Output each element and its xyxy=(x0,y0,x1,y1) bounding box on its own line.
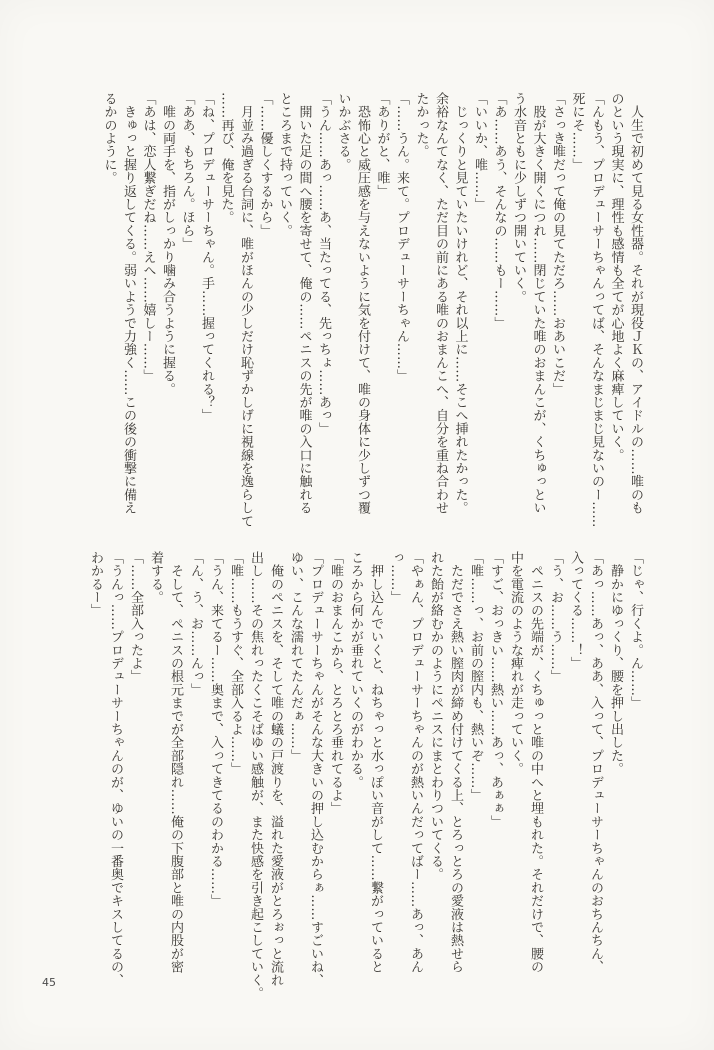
text-line: 「ね、プロデューサーちゃん。手……握ってくれる？」 xyxy=(199,92,214,422)
text-line: 押し込んでいくと、ねちゃっと水っぽい音がして……繋がっていると xyxy=(368,551,383,974)
text-line: ただでさえ熱い膣肉が締め付けてくる上、とろっとろの愛液は熱せら xyxy=(448,551,463,974)
text-line: 「あは、恋人繋ぎだね……えへ……嬉しー……」 xyxy=(140,92,156,383)
text-line: ゆい、こんな濡れてたんだぁ……」 xyxy=(288,551,303,763)
text-block-top xyxy=(99,92,645,540)
text-line: 「ん、う、お……んっ」 xyxy=(188,551,203,697)
text-line: 股が大きく開くにつれ……閉じていた唯のおまんこが、くちゅっとい xyxy=(530,92,546,515)
text-line: 開いた足の間へ腰を寄せて、俺の……ペニスの先が唯の入口に触れる xyxy=(296,92,312,515)
text-line: 死にそ……」 xyxy=(569,92,585,172)
text-line: ころから何かが垂れていくのがわかる。 xyxy=(348,551,363,789)
text-line: っ……」 xyxy=(388,551,403,604)
text-line: 「唯……もうすぐ、全部入るよ……」 xyxy=(228,551,243,776)
text-line: 月並み過ぎる台詞に、唯がほんの少しだけ恥ずかしげに視線を逸らして xyxy=(238,92,253,528)
text-line: 「うん、来てるー……奥まで、入ってきてるのわかる……」 xyxy=(208,551,223,908)
text-line: 「うんっ……プロデューサーちゃんのが、ゆいの一番奥でキスしてるの、 xyxy=(108,551,123,987)
text-line: 着する。 xyxy=(148,551,163,604)
text-block-bottom xyxy=(85,551,645,999)
text-line: 「ありがと、唯」 xyxy=(374,92,390,198)
text-line: 「やぁん、プロデューサーちゃんのが熱いんだってばー……あっ、あん xyxy=(408,551,423,974)
text-line: 「うん……あっ……あ、当たってる、先っちょ……あっ」 xyxy=(316,92,331,436)
text-line: 「じゃ、行くよ。ん……」 xyxy=(628,551,643,710)
text-line: たかった。 xyxy=(413,92,429,158)
text-line: ペニスの先端が、くちゅっと唯の中へと埋もれた。それだけで、腰の xyxy=(528,551,543,974)
text-line: 「ああ、もちろん。ほら」 xyxy=(179,92,195,251)
text-line: 「……優しくするから」 xyxy=(257,92,273,238)
page-number: 45 xyxy=(42,976,56,989)
text-line: るかのように。 xyxy=(101,92,117,185)
text-line: 「すご、おっきい……熱い……あっ、あぁぁ」 xyxy=(488,551,503,829)
text-line: 「プロデューサーちゃんがそんな大きいの押し込むからぁ……すごいね、 xyxy=(308,551,323,987)
text-line: 静かにゆっくり、腰を押し出した。 xyxy=(608,551,623,776)
text-line: れた飴が絡むかのようにペニスにまとわりついてくる。 xyxy=(428,551,443,881)
text-line: ところまで持っていく。 xyxy=(277,92,292,238)
text-line: じっくりと見ていたいけれど、それ以上に……そこへ挿れたかった。 xyxy=(452,92,468,515)
text-line: ……再び、俺を見た。 xyxy=(218,92,234,224)
text-line: 入ってくる……！」 xyxy=(568,551,583,670)
text-line: 「……うん。来て。プロデューサーちゃん……」 xyxy=(394,92,409,383)
text-line: 出し……その焦れったくこそばゆい感触が、また快感を引き起こしていく。 xyxy=(248,551,263,1000)
text-line: きゅっと握り返してくる。弱いようで力強く……この後の衝撃に備え xyxy=(121,92,136,515)
text-line: 「あっ……あっ、ああ、入って、プロデューサーちゃんのおちんちん、 xyxy=(588,551,603,974)
text-line: 人生で初めて見る女性器。それが現役ＪＫの、アイドルの……唯のも xyxy=(628,92,643,515)
text-line: 「んもう、プロデューサーちゃんってば、そんなまじまじ見ないのー…… xyxy=(589,92,604,528)
text-line: 「う、お……う……」 xyxy=(548,551,563,683)
text-line: 「唯のおまんこから、とろとろ垂れてるよ」 xyxy=(328,551,343,815)
text-line: 恐怖心と威圧感を与えないように気を付けて、唯の身体に少しずつ覆 xyxy=(355,92,370,515)
text-line: う水音ともに少しずつ開いていく。 xyxy=(511,92,526,304)
text-line: 余裕なんてなく、ただ目の前にある唯のおまんこへ、自分を重ね合わせ xyxy=(433,92,448,515)
text-line: 「唯……っ、お前の膣内も、熱いぞ……」 xyxy=(468,551,483,802)
text-line: 「いいか、唯……」 xyxy=(472,92,487,211)
text-line: いかぶさる。 xyxy=(335,92,351,172)
text-line: 唯の両手を、指がしっかり噛み合うように握る。 xyxy=(160,92,175,396)
text-line: 「……全部入ったよ」 xyxy=(128,551,143,683)
text-line: 「あ……あう、そんなの……もー……」 xyxy=(491,92,507,330)
text-line: そして、ペニスの根元までが全部隠れ……俺の下腹部と唯の内股が密 xyxy=(168,551,183,974)
text-line: わかるー」 xyxy=(88,551,103,617)
text-line: 中を電流のような痺れが走っていく。 xyxy=(508,551,523,776)
text-line: 俺のペニスを、そして唯の蟻の戸渡りを、溢れた愛液がとろぉっと流れ xyxy=(268,551,283,987)
text-line: のという現実に、理性も感情も全てが心地よく麻痺していく。 xyxy=(608,92,624,462)
text-line: 「さっき唯だって俺の見てただろ……おあいこだ」 xyxy=(550,92,565,396)
